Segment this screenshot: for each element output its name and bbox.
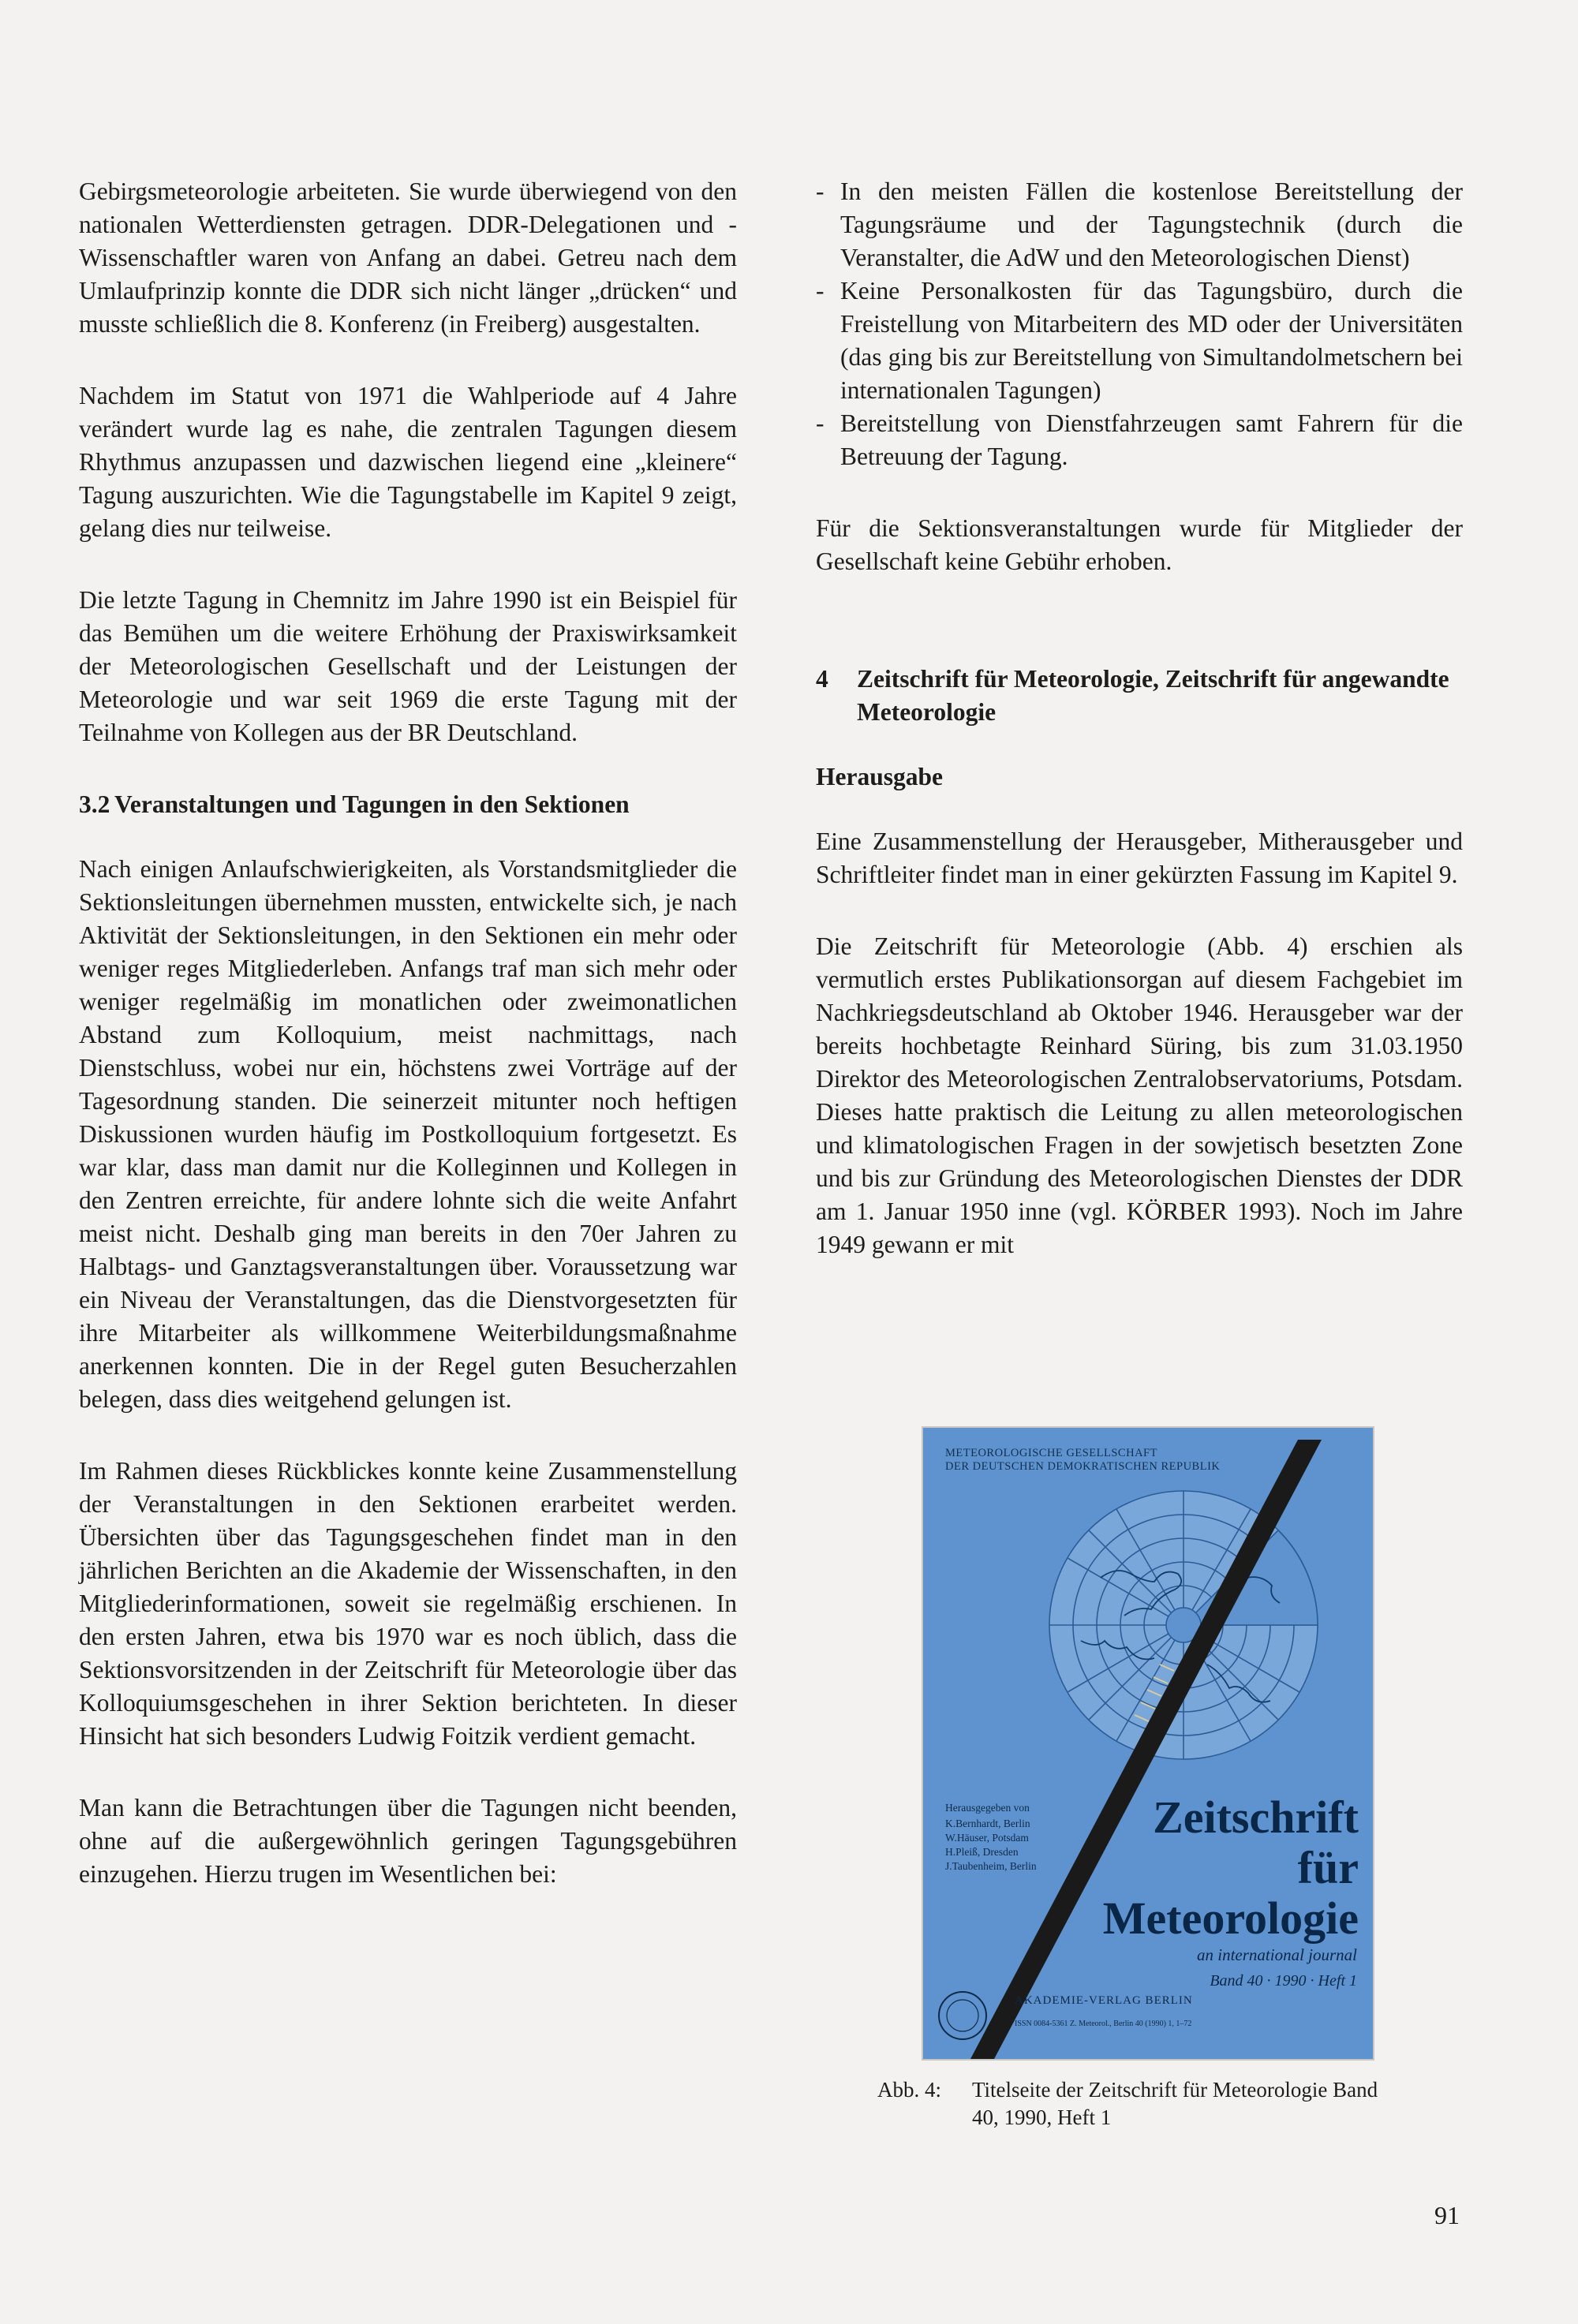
subheading: Herausgabe (816, 763, 943, 790)
paragraph: Für die Sektionsveranstaltungen wurde für Mitglieder der Gesellschaft keine Gebühr erhoben. (816, 514, 1463, 575)
paragraph: Die Zeitschrift für Meteorologie (Abb. 4) erschien als vermutlich erstes Publikationsorgan auf diesem Fachgebiet im Nachkriegsdeutschland ab Oktober 1946. Herausgeber war der bereits hochbetagte Reinhard Süring, bis zum 31.03.1950 Direktor des Meteorologischen Zentralobservatoriums, Potsdam. Dieses hatte praktisch die Leitung zu allen meteorologischen und klimatologischen Fragen in der sowjetisch besetzten Zone und bis zur Gründung des Meteorologischen Dienstes der DDR am 1. Januar 1950 inne (vgl. KÖRBER 1993). Noch im Jahre 1949 gewann er mit (816, 932, 1463, 1258)
paragraph: Im Rahmen dieses Rückblickes konnte keine Zusammenstellung der Veranstaltungen in den Sektionen erarbeitet werden. Übersichten über das Tagungsgeschehen findet man in den jährlichen Berichten an die Akademie der Wissenschaften, in den Mitgliederinformationen, soweit sie regelmäßig erschienen. In den ersten Jahren, etwa bis 1970 war es noch üblich, dass die Sektionsvorsitzenden in der Zeitschrift für Meteorologie über das Kolloquiumsgeschehen in ihrer Sektion berichteten. In dieser Hinsicht hat sich besonders Ludwig Foitzik verdient gemacht. (79, 1457, 737, 1750)
cover-editor: K.Bernhardt, Berlin (945, 1818, 1030, 1829)
page-number: 91 (1434, 2201, 1460, 2229)
paragraph: Man kann die Betrachtungen über die Tagungen nicht beenden, ohne auf die außergewöhnlich geringen Tagungsgebühren einzugehen. Hierzu trugen im Wesentlichen bei: (79, 1794, 737, 1888)
chapter-title: Zeitschrift für Meteorologie, Zeitschrift für angewandte Meteorologie (857, 665, 1449, 726)
paragraph: Die letzte Tagung in Chemnitz im Jahre 1990 ist ein Beispiel für das Bemühen um die weitere Erhöhung der Praxiswirksamkeit der Meteorologischen Gesellschaft und der Leistungen der Meteorologie und war seit 1969 die erste Tagung mit der Teilnahme von Kollegen aus der BR Deutschland. (79, 586, 737, 746)
figure-caption (877, 2076, 1382, 2132)
chapter-number: 4 (816, 665, 828, 693)
cover-title-line1: Zeitschrift (1153, 1792, 1359, 1843)
cover-editor: W.Häuser, Potsdam (945, 1832, 1029, 1844)
cover-title-line2: für (1297, 1842, 1359, 1893)
cover-issn: ISSN 0084-5361 Z. Meteorol., Berlin 40 (1990) 1, 1–72 (1015, 2019, 1192, 2028)
left-column (79, 175, 737, 1930)
right-column (816, 175, 1463, 1300)
paragraph: Nachdem im Statut von 1971 die Wahlperiode auf 4 Jahre verändert wurde lag es nahe, die zentralen Tagungen diesem Rhythmus anzupassen und dazwischen liegend eine „kleinere“ Tagung auszurichten. Wie die Tagungstabelle im Kapitel 9 zeigt, gelang dies nur teilweise. (79, 382, 737, 542)
section-number: 3.2 (79, 790, 110, 818)
publisher-seal-graphic (939, 1992, 986, 2039)
cover-subtitle: an international journal (1196, 1945, 1357, 1964)
section-title: Veranstaltungen und Tagungen in den Sektionen (114, 790, 630, 818)
list-item: - Bereitstellung von Dienstfahrzeugen samt Fahrern für die Betreuung der Tagung. (816, 409, 1463, 470)
figure (877, 1428, 1378, 2138)
cover-issue: Band 40 · 1990 · Heft 1 (1210, 1972, 1357, 1990)
paragraph: Nach einigen Anlaufschwierigkeiten, als Vorstandsmitglieder die Sektionsleitungen übernehmen mussten, entwickelte sich, je nach Aktivität der Sektionsleitungen, in den Sektionen ein mehr oder weniger reges Mitgliederleben. Anfangs traf man sich mehr oder weniger regelmäßig im monatlichen oder zweimonatlichen Abstand zum Kolloquium, meist nachmittags, nach Dienstschluss, wobei nur ein, höchstens zwei Vorträge auf der Tagesordnung standen. Die seinerzeit mitunter noch heftigen Diskussionen wurden häufig im Postkolloquium fortgesetzt. Es war klar, dass man damit nur die Kolleginnen und Kollegen in den Zentren erreichte, für andere lohnte sich die weite Anfahrt meist nicht. Deshalb ging man bereits in den 70er Jahren zu Halbtags- und Ganztagsveranstaltungen über. Voraussetzung war ein Niveau der Veranstaltungen, das die Dienstvorgesetzten für ihre Mitarbeiter als willkommene Weiterbildungsmaßnahme anerkennen konnten. Die in der Regel guten Besucherzahlen belegen, dass dies weitgehend gelungen ist. (79, 855, 737, 1413)
journal-cover-image (923, 1428, 1373, 2059)
paragraph: Gebirgsmeteorologie arbeiteten. Sie wurde überwiegend von den nationalen Wetterdiensten getragen. DDR-Delegationen und -Wissenschaftler waren von Anfang an dabei. Getreu nach dem Umlaufprinzip konnte die DDR sich nicht länger „drücken“ und musste schließlich die 8. Konferenz (in Freiberg) ausgestalten. (79, 177, 737, 338)
bullet-list (816, 175, 1463, 473)
caption-text: Titelseite der Zeitschrift für Meteorologie Band 40, 1990, Heft 1 (972, 2078, 1378, 2129)
cover-publisher: METEOROLOGISCHE GESELLSCHAFT DER DEUTSCHEN DEMOKRATISCHEN REPUBLIK (945, 1447, 1221, 1473)
cover-editor: H.Pleiß, Dresden (945, 1846, 1019, 1858)
cover-editor: J.Taubenheim, Berlin (945, 1860, 1037, 1872)
list-item: - Keine Personalkosten für das Tagungsbüro, durch die Freistellung von Mitarbeitern des MD oder der Universitäten (das ging bis zur Bereitstellung von Simultandolmetschern bei internationalen Tagungen) (816, 277, 1463, 404)
paragraph: Eine Zusammenstellung der Herausgeber, Mitherausgeber und Schriftleiter findet man in einer gekürzten Fassung im Kapitel 9. (816, 828, 1463, 888)
chapter-heading (816, 663, 1463, 729)
section-heading (79, 788, 737, 821)
cover-editors-label: Herausgegeben von (945, 1802, 1030, 1814)
cover-verlag: AKADEMIE-VERLAG BERLIN (1015, 1994, 1193, 2007)
list-item: - In den meisten Fällen die kostenlose Bereitstellung der Tagungsräume und der Tagungstechnik (durch die Veranstalter, die AdW und den Meteorologischen Dienst) (816, 177, 1463, 271)
caption-label: Abb. 4: (877, 2078, 941, 2102)
cover-title-line3: Meteorologie (1102, 1892, 1359, 1944)
